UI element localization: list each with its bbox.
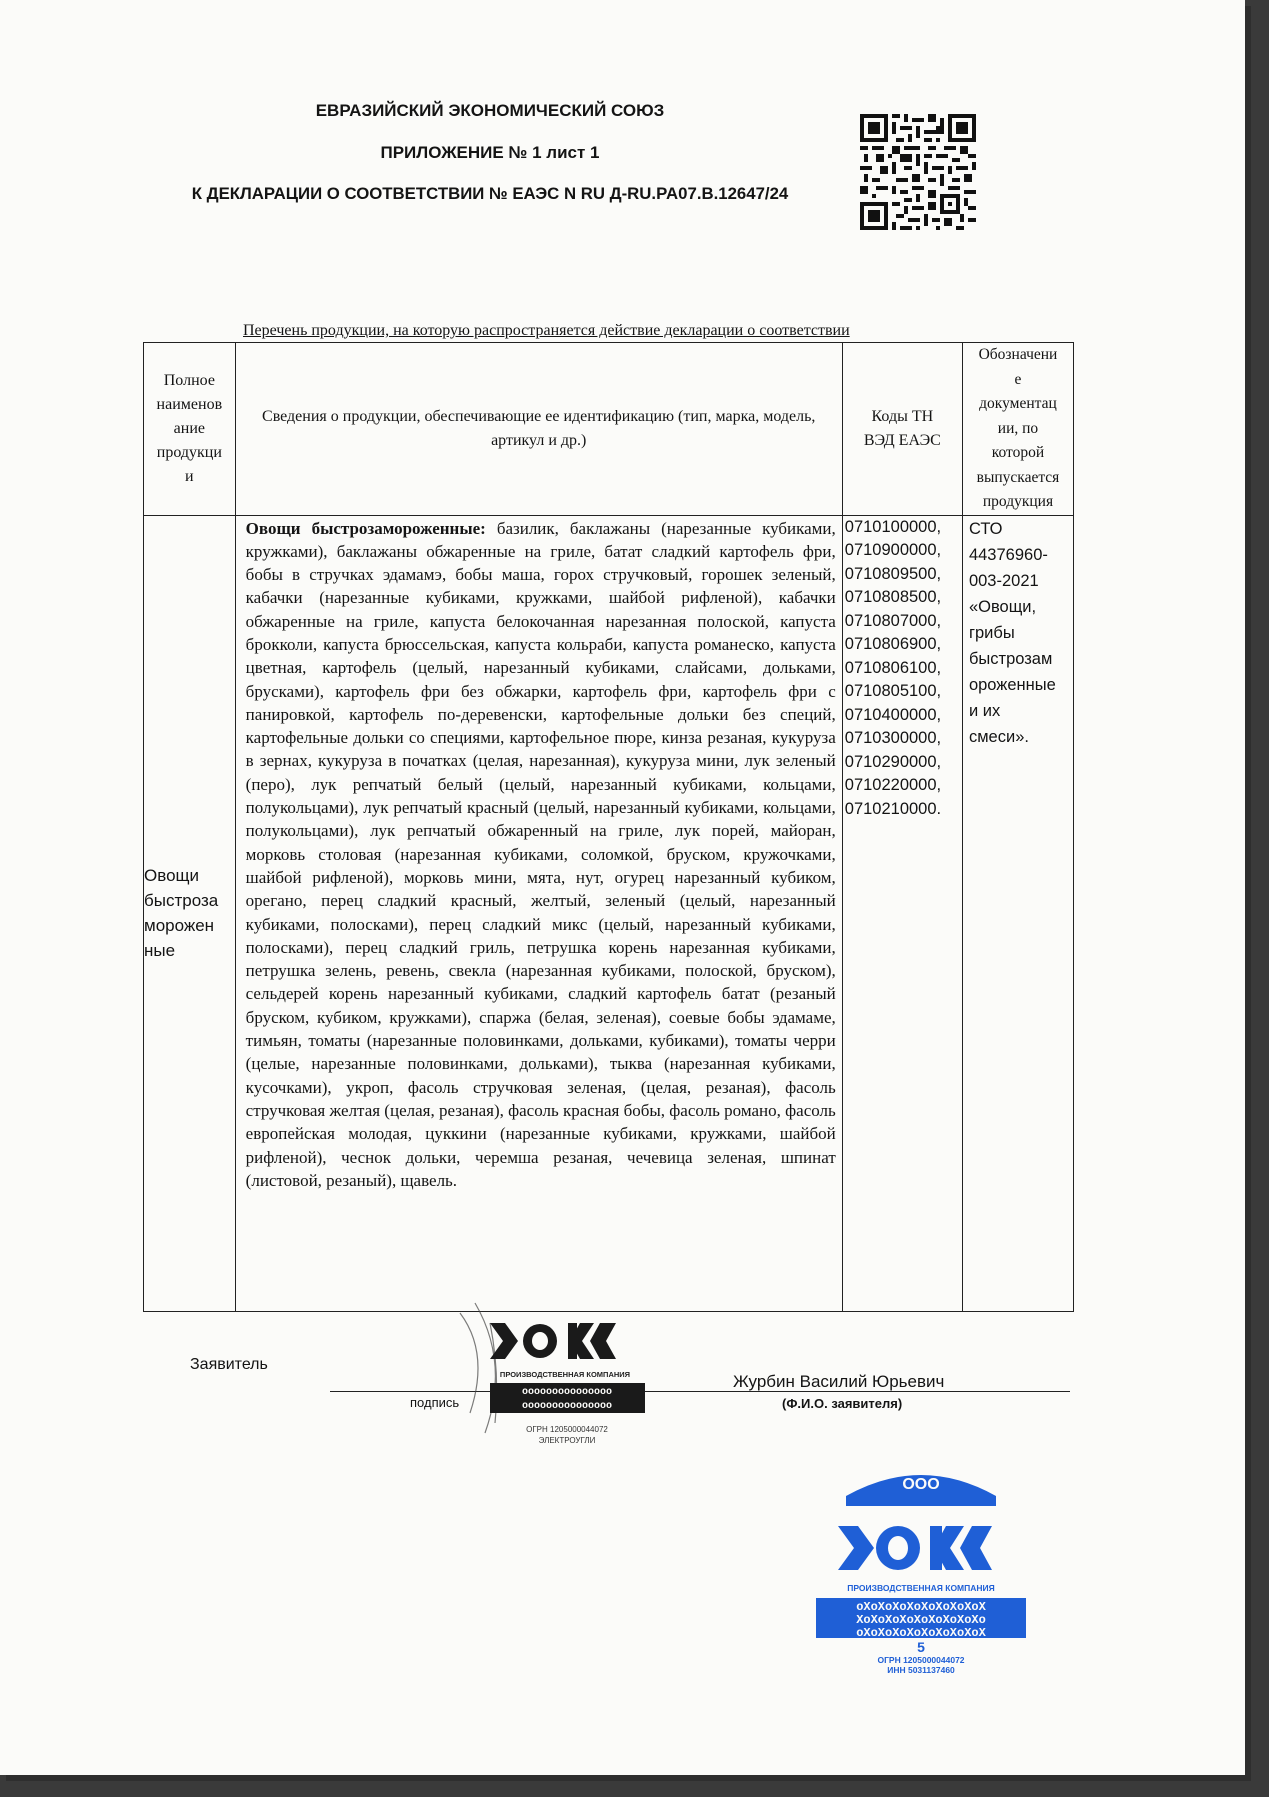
stamp-gray-company: ПРОИЗВОДСТВЕННАЯ КОМПАНИЯ [499, 1370, 631, 1379]
table-header-row [144, 343, 1074, 516]
header-document: Обозначени е документац ии, по которой выпускается продукция [962, 343, 1073, 516]
svg-text:oXoXoXoXoXoXoXoXoX: oXoXoXoXoXoXoXoXoX [856, 1600, 986, 1614]
svg-text:XoXoXoXoXoXoXoXoXo: XoXoXoXoXoXoXoXoXo [856, 1613, 986, 1627]
stamp-number: 5 [917, 1639, 925, 1655]
tn-ved-code: 0710100000, [844, 517, 942, 536]
tn-ved-code: 0710900000, [844, 541, 942, 559]
tn-ved-code: 0710807000, [844, 611, 942, 630]
stamp-gray-city: ЭЛЕКТРОУГЛИ [538, 1436, 596, 1445]
header-appendix: ПРИЛОЖЕНИЕ № 1 лист 1 [380, 143, 600, 162]
stamp-inn: ИНН 5031137460 [887, 1665, 955, 1675]
tn-ved-code: 0710220000, [844, 776, 942, 794]
tn-ved-code: 0710290000, [844, 752, 942, 771]
tn-ved-code: 0710806900, [844, 635, 942, 653]
tn-ved-code: 0710809500, [844, 564, 942, 583]
stamp-gray-ogrn: ОГРН 1205000044072 [526, 1425, 608, 1434]
applicant-name-caption: (Ф.И.О. заявителя) [782, 1396, 903, 1411]
tn-ved-code: 0710805100, [844, 682, 942, 700]
tn-ved-codes-cell [842, 515, 962, 1312]
tn-ved-code: 0710400000, [844, 705, 942, 724]
product-name-cell: Овощи быстроза морожен ные [144, 515, 236, 1312]
header-full-name: Полное наименов ание продукци и [144, 343, 236, 516]
header-union: ЕВРАЗИЙСКИЙ ЭКОНОМИЧЕСКИЙ СОЮЗ [315, 101, 665, 120]
stamp-org-form: ООО [902, 1476, 940, 1493]
signature-caption: подпись [410, 1395, 460, 1410]
description-lead: Овощи быстрозамороженные: [245, 518, 486, 538]
qr-code [860, 114, 976, 230]
applicant-label: Заявитель [190, 1356, 268, 1373]
description-text: базилик, баклажаны (нарезанные кубиками, кружками), баклажаны обжаренные на гриле, батат сладкий картофель фри, бобы в стручках эдамамэ, бобы маша, горох стручковый, горошек зеленый, кабачки (нарезанные кубиками, кружками, шайбой рифленой), кабачки обжаренные на гриле, капуста белокочанная нарезанная полоской, капуста брокколи, капуста брюссельская, капуста кольраби, капуста романеско, капуста цветная, картофель (целый, нарезанный кубиками, слайсами, дольками, брусками), картофель фри без обжарки, картофель фри, картофель фри с панировкой, картофель по-деревенски, картофельные дольки без специй, картофельные дольки со специями, картофельное пюре, кинза резаная, кукуруза в зернах, кукуруза в початках (целая, нарезанная), кукуруза мини, лук зеленый (перо), лук репчатый белый (целый, нарезанный кубиками, кольцами, полукольцами), лук репчатый красный (целый, нарезанный кубиками, кольцами, полукольцами), лук репчатый обжаренный на гриле, лук порей, майоран, морковь столовая (нарезанная кубиками, соломкой, бруском, кружочками, шайбой рифленой), морковь мини, мята, нут, огурец нарезанный кубиком, орегано, перец сладкий красный, желтый, зеленый (целый, нарезанный кубиками, полосками), перец сладкий микс (целый, нарезанный кубиками, полосками), перец сладкий гриль, петрушка корень нарезанная кубиками, петрушка зелень, ревень, свекла (нарезанная кубиками, полоской, бруском), сельдерей корень нарезанный кубиками, сладкий картофель батат (резаный бруском, кубиком, кружками), спаржа (белая, зеленая), соевые бобы эдамаме, тимьян, томаты (нарезанные половинками, дольками, кубиками), томаты черри (целые, нарезанные половинками, дольками), тыква (нарезанная кубиками, кусочками), укроп, фасоль стручковая зеленая, (целая, резаная), фасоль стручковая желтая (целая, резаная), фасоль красная бобы, фасоль романо, фасоль европейская молодая, цуккини (нарезанные кубиками, кружками, шайбой рифленой), чеснок дольки, черемша резаная, чечевица зеленая, шпинат (листовой, резаный), щавель. [245, 518, 836, 1190]
tn-ved-code: 0710300000, [844, 729, 942, 747]
svg-text:oXoXoXoXoXoXoXoXoX: oXoXoXoXoXoXoXoXoX [856, 1626, 986, 1640]
standard-document-cell: СТО 44376960- 003-2021 «Овощи, грибы быстрозам ороженные и их смеси». [962, 515, 1073, 1312]
table-row [144, 515, 1074, 1312]
header-declaration: К ДЕКЛАРАЦИИ О СООТВЕТСТВИИ № ЕАЭС N RU Д-RU.PA07.B.12647/24 [191, 184, 789, 203]
stamp-company-type: ПРОИЗВОДСТВЕННАЯ КОМПАНИЯ [847, 1583, 995, 1593]
header-product-info: Сведения о продукции, обеспечивающие ее идентификацию (тип, марка, модель, артикул и др.) [235, 343, 842, 516]
svg-text:ooooooooooooooo: ooooooooooooooo [521, 1387, 613, 1398]
product-table [143, 342, 1074, 1312]
company-stamp [806, 1458, 1036, 1678]
stamp-impression-gray [430, 1293, 710, 1453]
stamp-logo [838, 1526, 992, 1570]
tn-ved-code: 0710806100, [844, 658, 942, 677]
tn-ved-code: 0710808500, [844, 588, 942, 606]
applicant-name: Журбин Василий Юрьевич [733, 1372, 945, 1391]
table-caption: Перечень продукции, на которую распространяется действие декларации о соответствии [243, 322, 850, 339]
tn-ved-code: 0710210000. [844, 799, 942, 818]
stamp-ogrn: ОГРН 1205000044072 [877, 1655, 965, 1665]
header-tn-ved-codes: Коды ТН ВЭД ЕАЭС [842, 343, 962, 516]
svg-text:ooooooooooooooo: ooooooooooooooo [521, 1401, 613, 1412]
product-description-cell [235, 515, 842, 1312]
